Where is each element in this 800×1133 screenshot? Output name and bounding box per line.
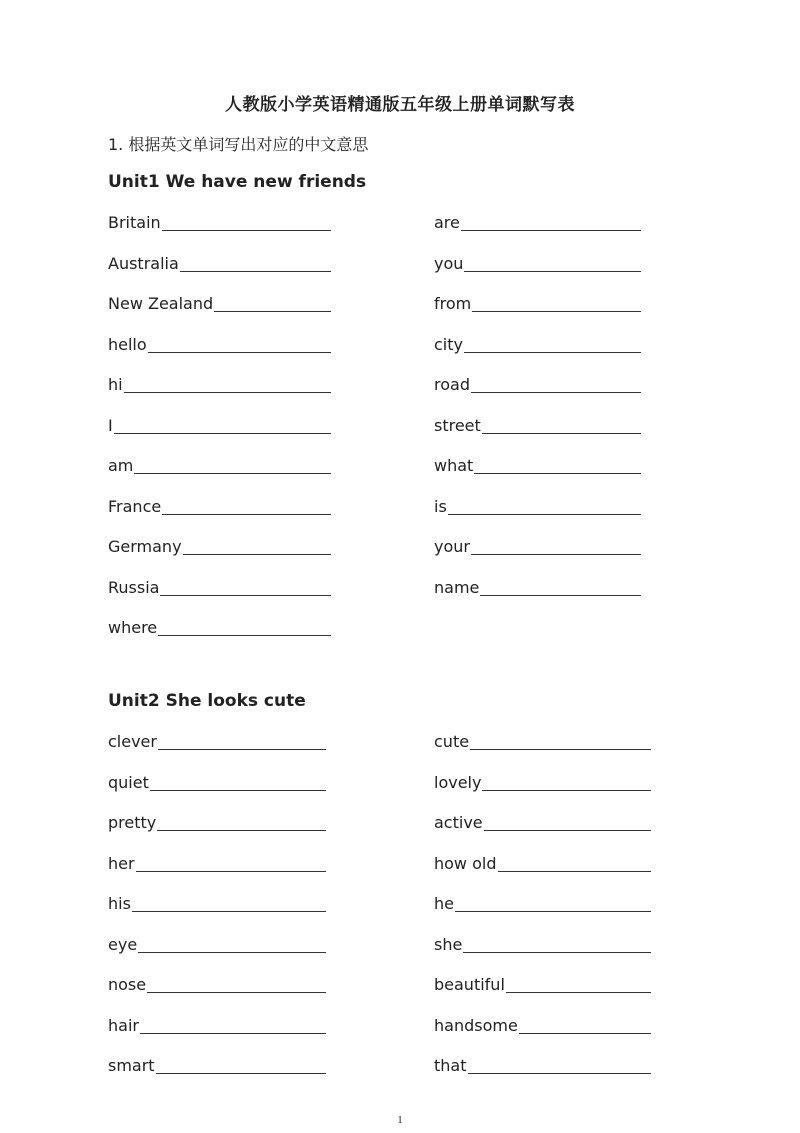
answer-blank[interactable] <box>474 456 641 474</box>
answer-blank[interactable] <box>124 375 331 393</box>
vocab-word: clever <box>108 732 157 751</box>
vocab-item <box>108 854 326 895</box>
answer-blank[interactable] <box>180 254 331 272</box>
vocab-item <box>434 975 651 1016</box>
vocab-item <box>434 213 641 254</box>
vocab-item <box>434 732 651 773</box>
answer-blank[interactable] <box>157 813 326 831</box>
vocab-word: road <box>434 375 470 394</box>
vocab-item <box>108 294 331 335</box>
unit1-heading: Unit1 We have new friends <box>108 172 367 192</box>
vocab-word: hi <box>108 375 123 394</box>
vocab-word: city <box>434 334 463 354</box>
vocab-item <box>434 773 651 814</box>
answer-blank[interactable] <box>506 975 651 993</box>
vocab-item <box>108 213 331 254</box>
answer-blank[interactable] <box>160 578 331 596</box>
vocab-word: your <box>434 537 470 556</box>
vocab-item <box>434 497 641 538</box>
vocab-word: where <box>108 618 158 637</box>
vocab-item <box>108 894 326 935</box>
answer-blank[interactable] <box>464 335 641 353</box>
vocab-item <box>434 254 641 295</box>
answer-blank[interactable] <box>482 416 641 434</box>
vocab-item <box>108 813 326 854</box>
vocab-word: what <box>434 456 474 475</box>
answer-blank[interactable] <box>480 578 641 596</box>
answer-blank[interactable] <box>484 813 651 831</box>
vocab-item <box>434 578 641 619</box>
unit1-left-column <box>108 213 331 659</box>
answer-blank[interactable] <box>482 773 651 791</box>
answer-blank[interactable] <box>463 935 651 953</box>
vocab-word: are <box>434 213 460 232</box>
vocab-item <box>108 578 331 619</box>
vocab-word: am <box>108 456 134 475</box>
instruction-text: 1. 根据英文单词写出对应的中文意思 <box>108 135 369 154</box>
answer-blank[interactable] <box>150 773 326 791</box>
vocab-word: lovely <box>434 772 482 792</box>
vocab-word: New Zealand <box>108 294 214 313</box>
answer-blank[interactable] <box>156 1056 326 1074</box>
answer-blank[interactable] <box>464 254 641 272</box>
vocab-word: handsome <box>434 1015 518 1035</box>
vocab-word: Australia <box>108 253 179 273</box>
vocab-item <box>434 1016 651 1057</box>
vocab-item <box>108 732 326 773</box>
vocab-word: I <box>108 415 113 435</box>
vocab-word: is <box>434 496 447 516</box>
vocab-item <box>108 497 331 538</box>
answer-blank[interactable] <box>183 537 331 555</box>
answer-blank[interactable] <box>471 537 641 555</box>
answer-blank[interactable] <box>114 416 331 434</box>
answer-blank[interactable] <box>468 1056 652 1074</box>
answer-blank[interactable] <box>158 618 331 636</box>
vocab-item <box>108 375 331 416</box>
vocab-item <box>434 456 641 497</box>
vocab-word: nose <box>108 975 147 994</box>
vocab-word: Britain <box>108 213 161 232</box>
vocab-word: her <box>108 853 135 873</box>
vocab-item <box>434 935 651 976</box>
vocab-word: from <box>434 294 472 313</box>
vocab-item <box>434 294 641 335</box>
answer-blank[interactable] <box>148 335 331 353</box>
vocab-item <box>108 1016 326 1057</box>
worksheet-title: 人教版小学英语精通版五年级上册单词默写表 <box>225 95 575 115</box>
vocab-item <box>108 618 331 659</box>
answer-blank[interactable] <box>214 294 331 312</box>
vocab-word: street <box>434 415 481 435</box>
answer-blank[interactable] <box>498 854 652 872</box>
vocab-item <box>434 375 641 416</box>
vocab-word: active <box>434 813 483 832</box>
vocab-word: she <box>434 934 463 954</box>
vocab-word: pretty <box>108 813 157 832</box>
vocab-word: you <box>434 253 464 273</box>
answer-blank[interactable] <box>461 213 641 231</box>
answer-blank[interactable] <box>472 294 641 312</box>
vocab-item <box>108 773 326 814</box>
answer-blank[interactable] <box>162 213 331 231</box>
vocab-item <box>108 975 326 1016</box>
vocab-word: his <box>108 894 131 913</box>
vocab-item <box>108 935 326 976</box>
unit2-left-column <box>108 732 326 1097</box>
vocab-word: smart <box>108 1056 155 1075</box>
vocab-word: how old <box>434 853 497 873</box>
vocab-word: quiet <box>108 772 149 792</box>
vocab-item <box>434 537 641 578</box>
answer-blank[interactable] <box>162 497 331 515</box>
vocab-word: name <box>434 577 480 597</box>
answer-blank[interactable] <box>147 975 326 993</box>
vocab-word: beautiful <box>434 975 505 994</box>
vocab-word: cute <box>434 732 470 751</box>
answer-blank[interactable] <box>138 935 326 953</box>
answer-blank[interactable] <box>519 1016 651 1034</box>
answer-blank[interactable] <box>471 375 641 393</box>
vocab-item <box>434 1056 651 1097</box>
vocab-word: that <box>434 1056 467 1075</box>
vocab-item <box>434 894 651 935</box>
answer-blank[interactable] <box>470 732 651 750</box>
vocab-word: Russia <box>108 577 160 597</box>
vocab-word: hair <box>108 1015 139 1035</box>
vocab-item <box>108 416 331 457</box>
vocab-item <box>434 813 651 854</box>
answer-blank[interactable] <box>136 854 326 872</box>
vocab-item <box>108 254 331 295</box>
unit1-right-column <box>434 213 641 618</box>
vocab-item <box>108 335 331 376</box>
vocab-word: he <box>434 894 454 913</box>
answer-blank[interactable] <box>132 894 326 912</box>
answer-blank[interactable] <box>134 456 331 474</box>
vocab-item <box>434 416 641 457</box>
vocab-item <box>108 1056 326 1097</box>
answer-blank[interactable] <box>140 1016 326 1034</box>
vocab-item <box>434 335 641 376</box>
unit2-right-column <box>434 732 651 1097</box>
answer-blank[interactable] <box>158 732 326 750</box>
vocab-word: eye <box>108 934 138 954</box>
unit2-heading: Unit2 She looks cute <box>108 691 306 711</box>
vocab-item <box>108 537 331 578</box>
vocab-word: France <box>108 496 162 516</box>
vocab-word: Germany <box>108 537 182 556</box>
vocab-item <box>108 456 331 497</box>
answer-blank[interactable] <box>448 497 641 515</box>
vocab-item <box>434 854 651 895</box>
answer-blank[interactable] <box>455 894 651 912</box>
vocab-word: hello <box>108 334 147 354</box>
page-number: 1 <box>397 1114 403 1126</box>
